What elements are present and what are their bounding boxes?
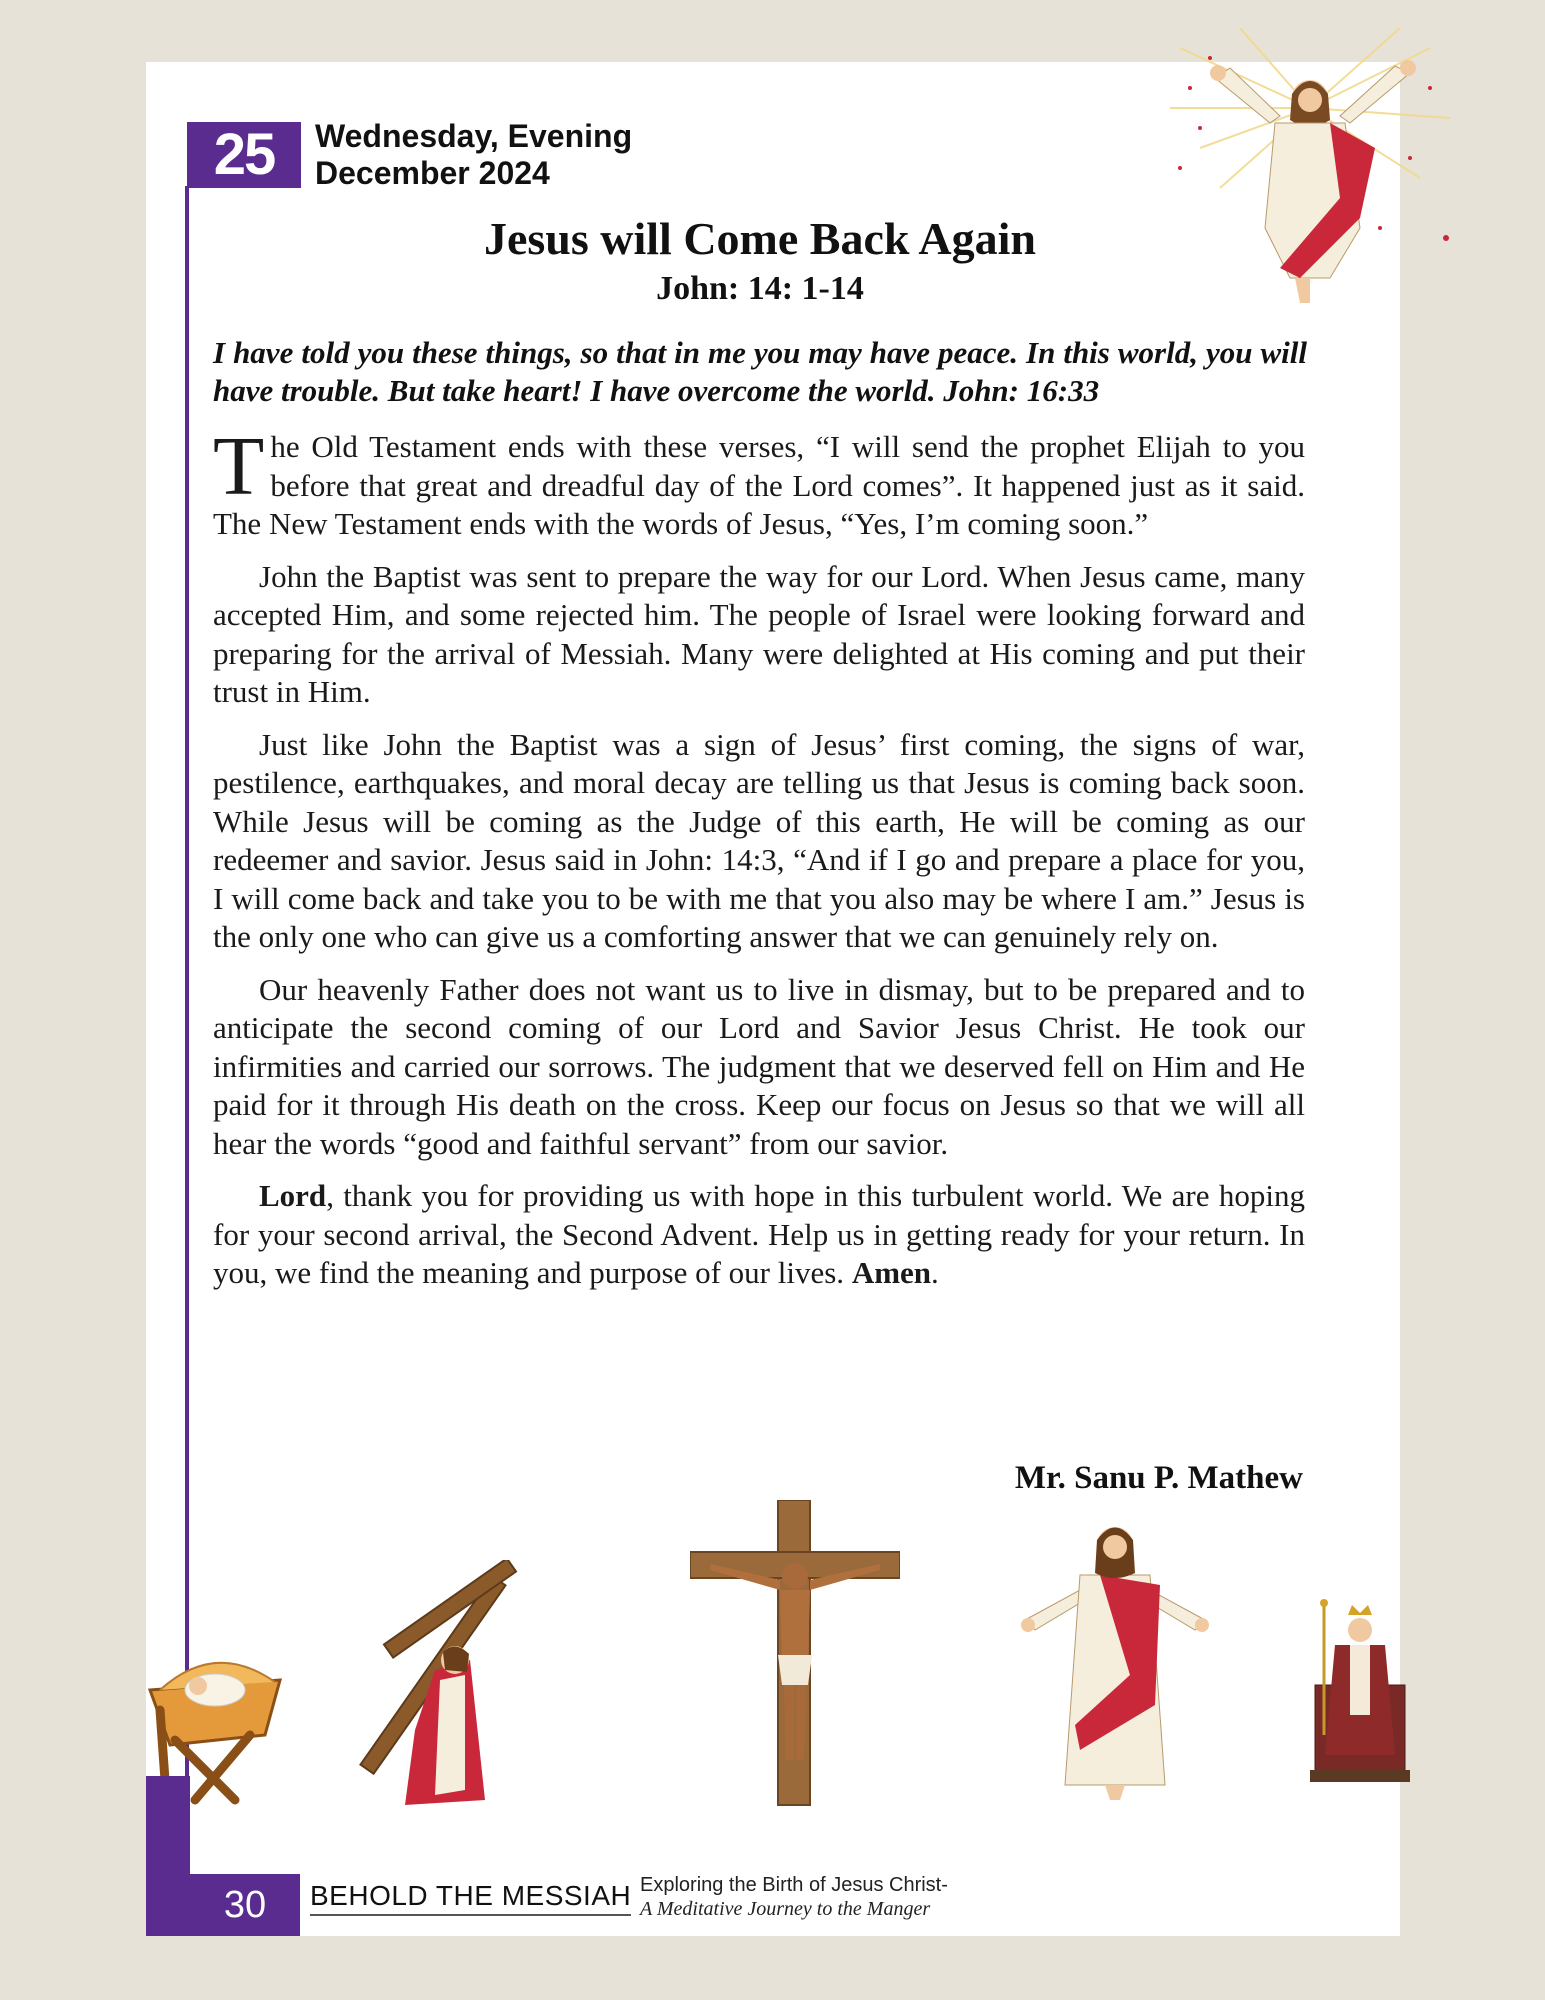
prayer-period: .	[931, 1255, 939, 1290]
page-number: 30	[190, 1874, 300, 1936]
month-line: December 2024	[315, 155, 550, 191]
paragraph-5	[213, 1177, 1305, 1293]
key-verse: I have told you these things, so that in me you may have peace. In this world, you will have trouble. But take heart! I have overcome the world. John: 16:33	[213, 335, 1307, 408]
book-title: BEHOLD THE MESSIAH	[310, 1880, 631, 1916]
book-subtitle-line-1: Exploring the Birth of Jesus Christ-	[640, 1874, 948, 1896]
paragraph-2: John the Baptist was sent to prepare the way for our Lord. When Jesus came, many accepted Him, and some rejected him. The people of Israel were looking forward and preparing for the arrival of Messiah. Many were delighted at His coming and put their trust in Him.	[213, 558, 1305, 709]
amen: Amen	[851, 1255, 932, 1290]
prayer-text: , thank you for providing us with hope in this turbulent world. We are hoping for your second arrival, the Second Advent. Help us in getting ready for your return. In you, we find the meaning and purpose of our lives.	[213, 1178, 1305, 1290]
page-title: Jesus will Come Back Again	[483, 213, 1037, 264]
left-rule	[185, 186, 189, 1776]
devotion-body	[213, 420, 1305, 1307]
day-badge: 25	[187, 122, 301, 188]
footer-accent	[146, 1776, 190, 1936]
jesus-carrying-cross-icon	[345, 1560, 525, 1810]
prayer-start: Lord	[259, 1178, 327, 1213]
drop-cap: T	[213, 420, 265, 513]
crucifix-icon	[690, 1500, 900, 1810]
paragraph-3: Just like John the Baptist was a sign of Jesus’ first coming, the signs of war, pestilence, earthquakes, and moral decay are telling us that Jesus is coming back soon. While Jesus will be coming as the Judge of this earth, He will be coming as our redeemer and savior. Jesus said in John: 14:3, “And if I go and prepare a place for you, I will come back and take you to be with me that you also may be where I am.” Jesus is the only one who can give us a comforting answer that we can genuinely rely on.	[213, 726, 1305, 954]
paragraph-4: Our heavenly Father does not want us to live in dismay, but to be prepared and to anticipate the second coming of our Lord and Savior Jesus Christ. He took our infirmities and carried our sorrows. The judgment that we deserved fell on Him and He paid for it through His death on the cross. Keep our focus on Jesus so that we will all hear the words “good and faithful servant” from our savior.	[213, 971, 1305, 1161]
day-line: Wednesday, Evening	[315, 118, 633, 154]
ascending-jesus-icon	[1160, 28, 1460, 308]
enthroned-christ-king-icon	[1310, 1585, 1410, 1785]
date-heading	[315, 118, 632, 192]
paragraph-1-text: he Old Testament ends with these verses, “I will send the prophet Elijah to you before that great and dreadful day of the Lord comes”. It happened just as it said. The New Testament ends with the words of Jesus, “Yes, I’m coming soon.”	[213, 429, 1305, 541]
author: Mr. Sanu P. Mathew	[1014, 1460, 1303, 1496]
risen-jesus-icon	[1020, 1505, 1210, 1805]
scripture-reference: John: 14: 1-14	[656, 270, 864, 307]
book-subtitle-line-2: A Meditative Journey to the Manger	[640, 1898, 931, 1920]
paragraph-1	[213, 420, 1305, 544]
